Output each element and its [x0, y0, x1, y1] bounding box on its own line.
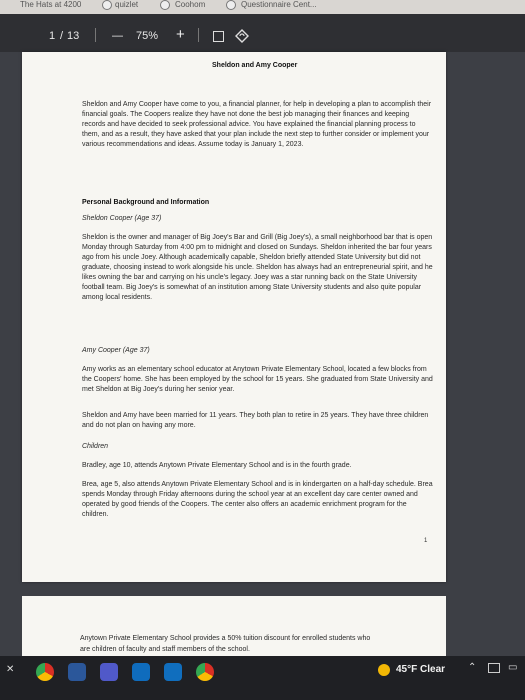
weather-text[interactable]: 45°F Clear — [396, 664, 446, 675]
document-title: Sheldon and Amy Cooper — [212, 62, 298, 69]
page2-line-2: are children of faculty and staff members of the school. — [80, 646, 250, 653]
brea-paragraph: Brea, age 5, also attends Anytown Private Elementary School and is in kindergarten on a half-day schedule. Brea spends Monday through Friday afternoons during the school year at an excellent day care center owned and operated by good friends of the Coopers. The center also offers an academic enrichment program for the children. — [82, 481, 433, 518]
weather-icon — [378, 664, 390, 676]
page-number: 1 — [424, 538, 428, 544]
quizlet-tab-icon — [102, 0, 112, 10]
coohom-tab-icon — [160, 0, 170, 10]
fit-page-icon[interactable] — [213, 31, 224, 42]
tab-quizlet[interactable]: quizlet — [115, 0, 139, 9]
zoom-out-button[interactable]: — — [112, 30, 123, 42]
sheldon-heading: Sheldon Cooper (Age 37) — [82, 215, 162, 222]
tab-coohom[interactable]: Coohom — [175, 0, 206, 9]
amy-paragraph: Amy works as an elementary school educator at Anytown Private Elementary School, located a few blocks from the Coopers' home. She has been employed by the school for 15 years. She graduated from State University and met Sheldon at Big Joey's during her senior year. — [82, 366, 433, 393]
page-separator: / — [60, 30, 64, 42]
tab-questionnaire[interactable]: Questionnaire Cent... — [241, 0, 317, 9]
zoom-in-button[interactable]: + — [176, 26, 185, 43]
toolbar-divider — [95, 28, 96, 42]
children-heading: Children — [82, 443, 109, 450]
chrome-icon[interactable] — [196, 663, 214, 681]
bradley-paragraph: Bradley, age 10, attends Anytown Private Elementary School and is in the fourth grade. — [82, 462, 352, 469]
outlook-icon[interactable] — [132, 663, 150, 681]
page-total: 13 — [67, 30, 80, 42]
edge-icon[interactable] — [164, 663, 182, 681]
chrome-icon[interactable] — [36, 663, 54, 681]
rotate-icon[interactable] — [234, 28, 250, 44]
zoom-level: 75% — [136, 30, 159, 42]
tab-hats[interactable]: The Hats at 4200 — [20, 0, 82, 9]
teams-icon[interactable] — [100, 663, 118, 681]
intro-paragraph: Sheldon and Amy Cooper have come to you, a financial planner, for help in developing a plan to accomplish their financial goals. The Coopers realize they have not done the best job managing their finances and keeping records and have decided to seek professional advice. You have explained the financial planning process to them, and as a result, they have asked that your plan include the next step to further consider or implement your various recommendations and ideas. Assume today is January 1, 2023. — [82, 101, 432, 148]
page-current[interactable]: 1 — [49, 30, 56, 42]
chevron-up-icon[interactable]: ⌃ — [468, 662, 477, 673]
married-paragraph: Sheldon and Amy have been married for 11 years. They both plan to retire in 25 years. They have three children and do not plan on having any more. — [82, 412, 429, 429]
battery-icon[interactable]: ▭ — [508, 662, 518, 673]
pdf-page-1 — [22, 52, 446, 582]
sheldon-paragraph: Sheldon is the owner and manager of Big Joey's Bar and Grill (Big Joey's), a small neighborhood bar that is open Monday through Saturday from 4:00 pm to midnight and closed on Sundays. Sheldon inherited the bar four years ago from his uncle Joey. Although academically capable, Sheldon briefly attended State University but did not graduate, choosing instead to work alongside his uncle. Sheldon has always had an entrepreneurial spirit, and he likes owning the bar and carrying on his uncle's legacy. Joey was a star running back on the State University football team. Big Joey's is somewhat of an institution among State University students and also quite popular among local residents. — [82, 234, 433, 301]
questionnaire-tab-icon — [226, 0, 236, 10]
page2-line-1: Anytown Private Elementary School provides a 50% tuition discount for enrolled students who — [80, 635, 371, 642]
toolbar-divider — [198, 28, 199, 42]
word-icon[interactable] — [68, 663, 86, 681]
amy-heading: Amy Cooper (Age 37) — [82, 347, 150, 354]
section-heading: Personal Background and Information — [82, 199, 210, 206]
display-icon[interactable] — [488, 663, 500, 673]
browser-tab-strip — [0, 0, 525, 14]
close-icon[interactable]: ✕ — [6, 664, 15, 675]
pdf-page-2 — [22, 596, 446, 656]
